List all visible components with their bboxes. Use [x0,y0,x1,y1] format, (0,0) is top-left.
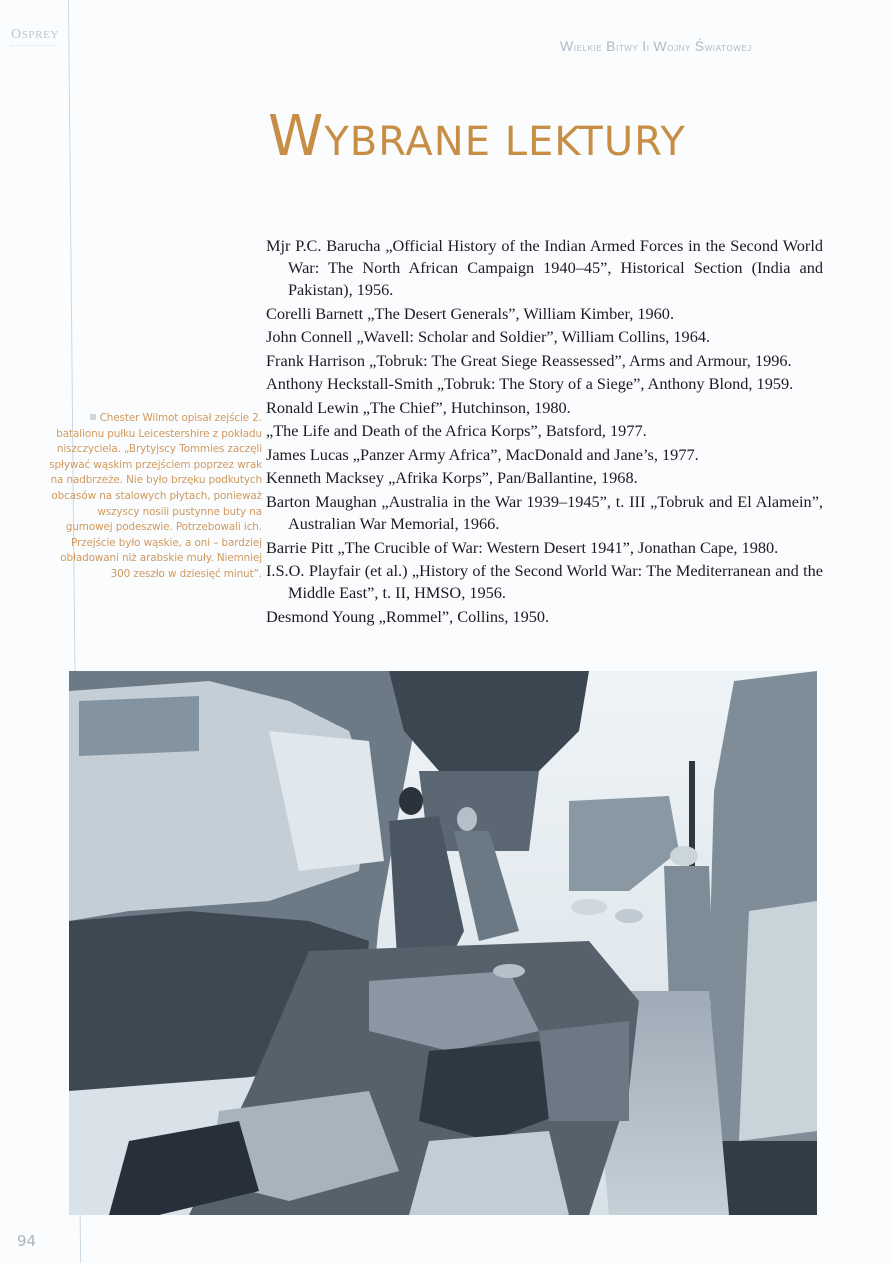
sidebar-caption [48,411,262,583]
photograph [69,671,817,1215]
bibliography-entry: Kenneth Macksey „Afrika Korps”, Pan/Ballantine, 1968. [266,468,638,488]
page-number: 94 [17,1232,37,1250]
bibliography-entry: John Connell „Wavell: Scholar and Soldier”, William Collins, 1964. [266,327,711,347]
bibliography-entry: Anthony Heckstall-Smith „Tobruk: The Story of a Siege”, Anthony Blond, 1959. [266,374,794,394]
photograph-illustration [69,671,817,1215]
bibliography-entry: Desmond Young „Rommel”, Collins, 1950. [266,606,550,626]
bibliography-entry: Corelli Barnett „The Desert Generals”, William Kimber, 1960. [266,303,675,323]
bibliography-entry: Barton Maughan „Australia in the War 1939–1945”, t. III „Tobruk and El Alamein”, Australian War Memorial, 1966. [266,491,823,534]
running-head: Wielkie Bitwy Ii Wojny Światowej [560,38,752,54]
bibliography-entry: Ronald Lewin „The Chief”, Hutchinson, 1980. [266,397,571,417]
bibliography-entry: James Lucas „Panzer Army Africa”, MacDonald and Jane’s, 1977. [266,444,699,464]
bibliography-entry: „The Life and Death of the Africa Korps”, Batsford, 1977. [266,421,647,441]
publisher-logo-text: OSPREY [11,27,59,42]
caption-bullet-icon [90,414,96,420]
bibliography-entry: Mjr P.C. Barucha „Official History of the Indian Armed Forces in the Second World War: The North African Campaign 1940–45”, Historical Section (India and Pakistan), 1956. [266,236,823,300]
bibliography-entry: Barrie Pitt „The Crucible of War: Western Desert 1941”, Jonathan Cape, 1980. [266,537,779,557]
publisher-logo [11,27,69,48]
page-title: WYBRANE LEKTURY [268,103,686,169]
bibliography-entry: I.S.O. Playfair (et al.) „History of the Second World War: The Mediterranean and the Middle East”, t. II, HMSO, 1956. [266,561,823,603]
bibliography-list [266,235,823,629]
publisher-logo-subtitle [11,45,57,48]
sidebar-caption-text: Chester Wilmot opisał zejście 2. batalionu pułku Leicestershire z pokładu niszczyciela. „Brytyjscy Tommies zaczęli spływać wąskim przejściem poprzez wrak na nadbrzeże. Nie było brzęku podkutych obcasów na stalowych płytach, ponieważ wszyscy nosili pustynne buty na gumowej podeszwie. Potrzebowali ich. Przejście było wąskie, a oni – bardziej obładowani niż arabskie muły. Niemniej 300 zeszło w dziesięć minut”. [49,412,262,580]
bibliography-entry: Frank Harrison „Tobruk: The Great Siege Reassessed”, Arms and Armour, 1996. [266,350,792,370]
